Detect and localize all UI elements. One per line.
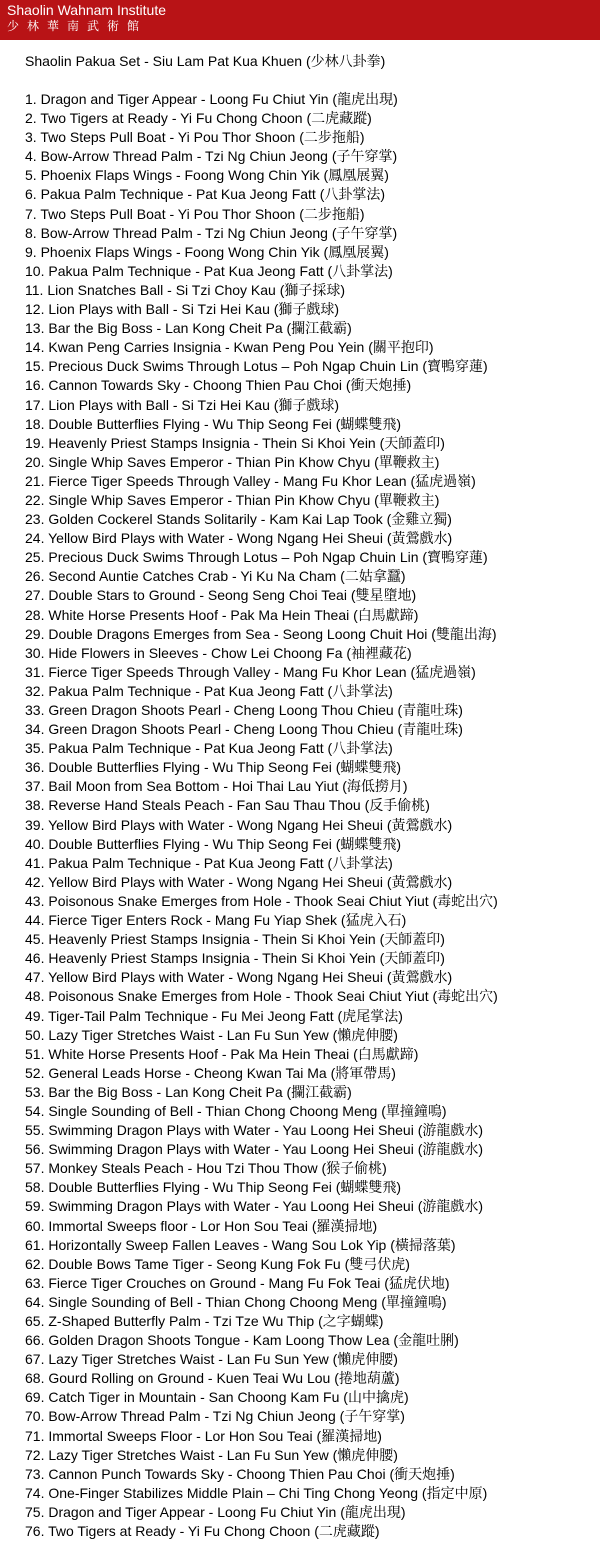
move-item: 48. Poisonous Snake Emerges from Hole - Thook Seai Chiut Yiut (毒蛇出穴)	[25, 988, 498, 1005]
move-item: 74. One-Finger Stabilizes Middle Plain – Chi Ting Chong Yeong (指定中原)	[25, 1484, 488, 1501]
move-item: 40. Double Butterflies Flying - Wu Thip Seong Fei (蝴蝶雙飛)	[25, 835, 402, 852]
move-item: 31. Fierce Tiger Speeds Through Valley - Mang Fu Khor Lean (猛虎過嶺)	[25, 663, 476, 680]
move-item: 50. Lazy Tiger Stretches Waist - Lan Fu Sun Yew (懶虎伸腰)	[25, 1026, 398, 1043]
move-item: 51. White Horse Presents Hoof - Pak Ma Hein Theai (白馬獻蹄)	[25, 1045, 419, 1062]
move-item: 8. Bow-Arrow Thread Palm - Tzi Ng Chiun Jeong (子午穿掌)	[25, 224, 398, 241]
move-item: 72. Lazy Tiger Stretches Waist - Lan Fu Sun Yew (懶虎伸腰)	[25, 1446, 398, 1463]
move-item: 18. Double Butterflies Flying - Wu Thip Seong Fei (蝴蝶雙飛)	[25, 415, 402, 432]
move-item: 39. Yellow Bird Plays with Water - Wong Ngang Hei Sheui (黃鶯戲水)	[25, 816, 453, 833]
move-item: 44. Fierce Tiger Enters Rock - Mang Fu Yiap Shek (猛虎入石)	[25, 912, 407, 929]
move-item: 23. Golden Cockerel Stands Solitarily - Kam Kai Lap Took (金雞立獨)	[25, 511, 452, 528]
move-item: 38. Reverse Hand Steals Peach - Fan Sau Thau Thou (反手偷桃)	[25, 797, 430, 814]
move-item: 4. Bow-Arrow Thread Palm - Tzi Ng Chiun Jeong (子午穿掌)	[25, 148, 398, 165]
move-item: 59. Swimming Dragon Plays with Water - Yau Loong Hei Sheui (游龍戲水)	[25, 1198, 484, 1215]
move-item: 30. Hide Flowers in Sleeves - Chow Lei Choong Fa (袖裡藏花)	[25, 644, 412, 661]
move-item: 2. Two Tigers at Ready - Yi Fu Chong Choon (二虎藏蹤)	[25, 110, 372, 127]
move-item: 49. Tiger-Tail Palm Technique - Fu Mei Jeong Fatt (虎尾掌法)	[25, 1007, 403, 1024]
move-item: 20. Single Whip Saves Emperor - Thian Pin Khow Chyu (單鞭救主)	[25, 453, 440, 470]
move-item: 1. Dragon and Tiger Appear - Loong Fu Chiut Yin (龍虎出現)	[25, 91, 398, 107]
move-item: 46. Heavenly Priest Stamps Insignia - Thein Si Khoi Yein (天師蓋印)	[25, 950, 445, 967]
move-item: 45. Heavenly Priest Stamps Insignia - Thein Si Khoi Yein (天師蓋印)	[25, 931, 445, 948]
move-item: 66. Golden Dragon Shoots Tongue - Kam Loong Thow Lea (金龍吐脷)	[25, 1332, 459, 1349]
move-item: 14. Kwan Peng Carries Insignia - Kwan Peng Pou Yein (關平抱印)	[25, 339, 434, 356]
move-item: 6. Pakua Palm Technique - Pat Kua Jeong Fatt (八卦掌法)	[25, 186, 386, 203]
move-item: 57. Monkey Steals Peach - Hou Tzi Thou Thow (猴子偷桃)	[25, 1160, 387, 1177]
move-item: 13. Bar the Big Boss - Lan Kong Cheit Pa (攔江截霸)	[25, 320, 352, 337]
move-item: 34. Green Dragon Shoots Pearl - Cheng Loong Thou Chieu (青龍吐珠)	[25, 721, 463, 738]
move-item: 62. Double Bows Tame Tiger - Seong Kung Fok Fu (雙弓伏虎)	[25, 1255, 410, 1272]
move-item: 54. Single Sounding of Bell - Thian Chong Choong Meng (單撞鐘鳴)	[25, 1102, 447, 1119]
move-item: 73. Cannon Punch Towards Sky - Choong Thien Pau Choi (衝天炮捶)	[25, 1465, 455, 1482]
institute-chinese-name: 少林華南武術館	[7, 19, 148, 33]
move-item: 56. Swimming Dragon Plays with Water - Yau Loong Hei Sheui (游龍戲水)	[25, 1141, 484, 1158]
move-item: 55. Swimming Dragon Plays with Water - Yau Loong Hei Sheui (游龍戲水)	[25, 1122, 484, 1139]
move-item: 53. Bar the Big Boss - Lan Kong Cheit Pa (攔江截霸)	[25, 1083, 352, 1100]
move-item: 16. Cannon Towards Sky - Choong Thien Pau Choi (衝天炮捶)	[25, 377, 412, 394]
move-item: 29. Double Dragons Emerges from Sea - Seong Loong Chuit Hoi (雙龍出海)	[25, 625, 497, 642]
move-item: 47. Yellow Bird Plays with Water - Wong Ngang Hei Sheui (黃鶯戲水)	[25, 969, 453, 986]
move-item: 32. Pakua Palm Technique - Pat Kua Jeong Fatt (八卦掌法)	[25, 682, 393, 699]
move-item: 12. Lion Plays with Ball - Si Tzi Hei Kau (獅子戲球)	[25, 301, 340, 318]
move-item: 7. Two Steps Pull Boat - Yi Pou Thor Shoon (二步拖船)	[25, 205, 365, 222]
moves-list	[25, 90, 600, 1541]
move-item: 75. Dragon and Tiger Appear - Loong Fu Chiut Yin (龍虎出現)	[25, 1503, 406, 1520]
move-item: 10. Pakua Palm Technique - Pat Kua Jeong Fatt (八卦掌法)	[25, 262, 393, 279]
move-item: 76. Two Tigers at Ready - Yi Fu Chong Choon (二虎藏蹤)	[25, 1523, 380, 1540]
move-item: 37. Bail Moon from Sea Bottom - Hoi Thai Lau Yiut (海低撈月)	[25, 778, 408, 795]
site-header	[0, 0, 600, 40]
move-item: 68. Gourd Rolling on Ground - Kuen Teai Wu Lou (捲地葫蘆)	[25, 1370, 400, 1387]
move-item: 36. Double Butterflies Flying - Wu Thip Seong Fei (蝴蝶雙飛)	[25, 759, 402, 776]
move-item: 5. Phoenix Flaps Wings - Foong Wong Chin Yik (鳳凰展翼)	[25, 167, 389, 184]
move-item: 60. Immortal Sweeps floor - Lor Hon Sou Teai (羅漢掃地)	[25, 1217, 378, 1234]
move-item: 9. Phoenix Flaps Wings - Foong Wong Chin Yik (鳳凰展翼)	[25, 243, 389, 260]
institute-name: Shaolin Wahnam Institute	[7, 2, 167, 18]
move-item: 26. Second Auntie Catches Crab - Yi Ku Na Cham (二姑拿蠶)	[25, 568, 406, 585]
spacer	[25, 71, 600, 90]
move-item: 19. Heavenly Priest Stamps Insignia - Thein Si Khoi Yein (天師蓋印)	[25, 434, 445, 451]
move-item: 27. Double Stars to Ground - Seong Seng Choi Teai (雙星墮地)	[25, 587, 417, 604]
move-item: 22. Single Whip Saves Emperor - Thian Pin Khow Chyu (單鞭救主)	[25, 491, 440, 508]
move-item: 41. Pakua Palm Technique - Pat Kua Jeong Fatt (八卦掌法)	[25, 854, 393, 871]
page-title: Shaolin Pakua Set - Siu Lam Pat Kua Khuen (少林八卦拳)	[25, 53, 386, 69]
move-item: 58. Double Butterflies Flying - Wu Thip Seong Fei (蝴蝶雙飛)	[25, 1179, 402, 1196]
move-item: 24. Yellow Bird Plays with Water - Wong Ngang Hei Sheui (黃鶯戲水)	[25, 530, 453, 547]
move-item: 43. Poisonous Snake Emerges from Hole - Thook Seai Chiut Yiut (毒蛇出穴)	[25, 892, 498, 909]
move-item: 17. Lion Plays with Ball - Si Tzi Hei Kau (獅子戲球)	[25, 396, 340, 413]
move-item: 71. Immortal Sweeps Floor - Lor Hon Sou Teai (羅漢掃地)	[25, 1427, 382, 1444]
move-item: 33. Green Dragon Shoots Pearl - Cheng Loong Thou Chieu (青龍吐珠)	[25, 702, 463, 718]
move-item: 65. Z-Shaped Butterfly Palm - Tzi Tze Wu Thip (之字蝴蝶)	[25, 1313, 384, 1329]
move-item: 63. Fierce Tiger Crouches on Ground - Mang Fu Fok Teai (猛虎伏地)	[25, 1274, 450, 1291]
move-item: 11. Lion Snatches Ball - Si Tzi Choy Kau (獅子採球)	[25, 281, 346, 298]
move-item: 25. Precious Duck Swims Through Lotus – Poh Ngap Chuin Lin (寶鴨穿蓮)	[25, 549, 488, 566]
move-item: 69. Catch Tiger in Mountain - San Choong Kam Fu (山中擒虎)	[25, 1389, 409, 1406]
move-item: 3. Two Steps Pull Boat - Yi Pou Thor Shoon (二步拖船)	[25, 129, 365, 146]
move-item: 67. Lazy Tiger Stretches Waist - Lan Fu Sun Yew (懶虎伸腰)	[25, 1351, 398, 1368]
move-item: 15. Precious Duck Swims Through Lotus – Poh Ngap Chuin Lin (寶鴨穿蓮)	[25, 358, 488, 375]
main-content	[0, 40, 600, 1541]
move-item: 64. Single Sounding of Bell - Thian Chong Choong Meng (單撞鐘鳴)	[25, 1293, 447, 1310]
move-item: 28. White Horse Presents Hoof - Pak Ma Hein Theai (白馬獻蹄)	[25, 606, 419, 623]
move-item: 61. Horizontally Sweep Fallen Leaves - Wang Sou Lok Yip (橫掃落葉)	[25, 1236, 456, 1253]
move-item: 42. Yellow Bird Plays with Water - Wong Ngang Hei Sheui (黃鶯戲水)	[25, 873, 453, 890]
move-item: 35. Pakua Palm Technique - Pat Kua Jeong Fatt (八卦掌法)	[25, 740, 393, 757]
move-item: 21. Fierce Tiger Speeds Through Valley - Mang Fu Khor Lean (猛虎過嶺)	[25, 472, 476, 489]
move-item: 52. General Leads Horse - Cheong Kwan Tai Ma (將軍帶馬)	[25, 1064, 396, 1081]
move-item: 70. Bow-Arrow Thread Palm - Tzi Ng Chiun Jeong (子午穿掌)	[25, 1408, 405, 1425]
